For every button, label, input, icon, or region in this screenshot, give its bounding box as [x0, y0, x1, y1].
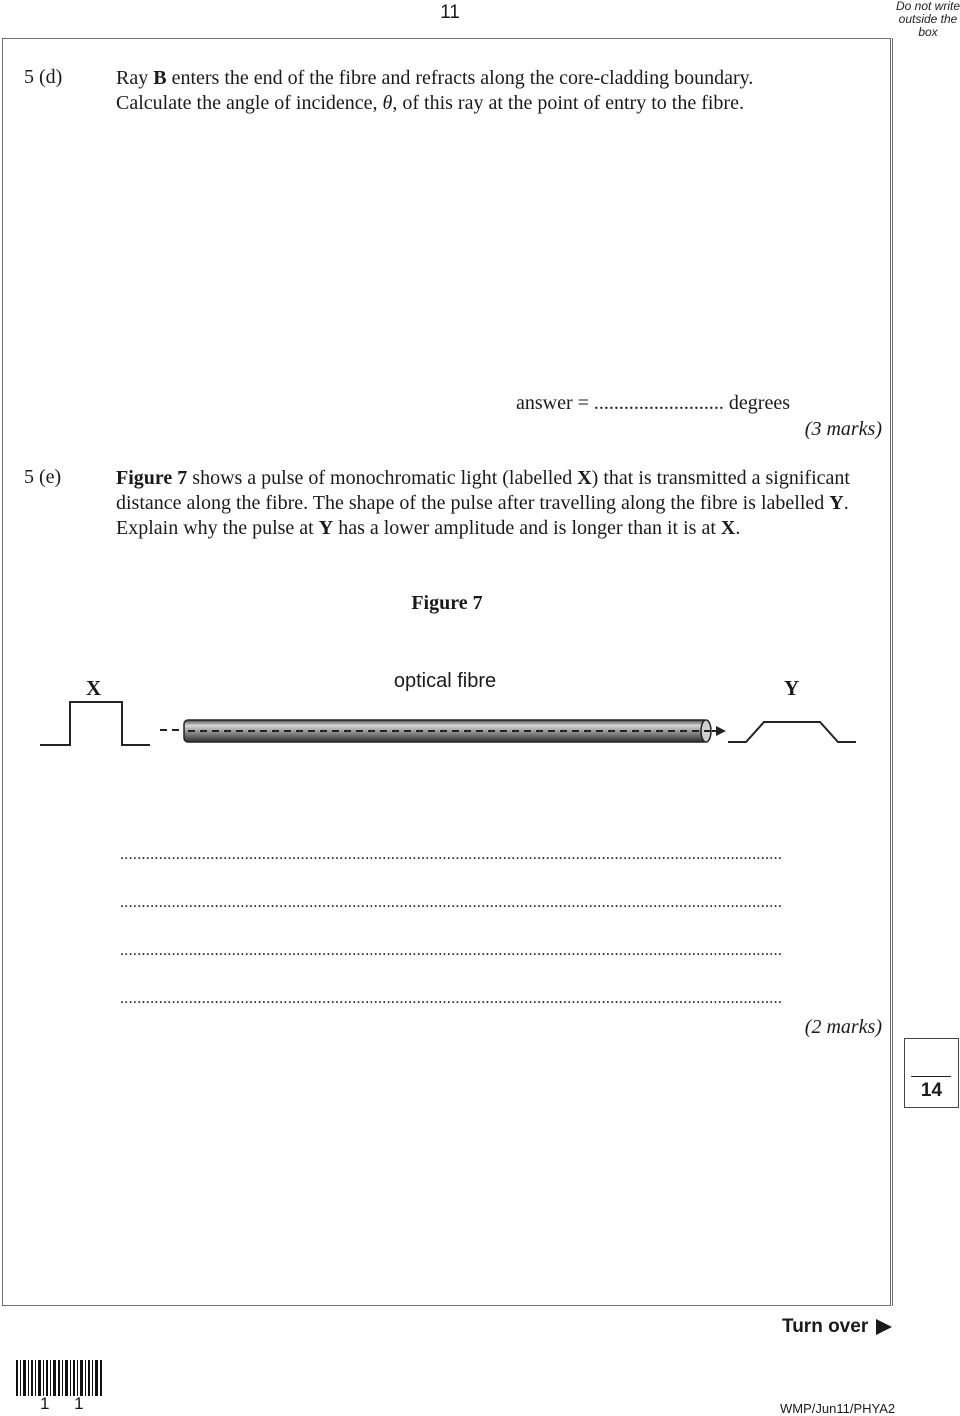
text-run: . Explain why the pulse at — [116, 492, 849, 539]
question-5d-text — [116, 66, 886, 116]
pulse-y-waveform — [728, 722, 856, 742]
answer-field-5d[interactable] — [516, 392, 790, 415]
question-5d-number: 5 (d) — [24, 66, 63, 88]
answer-line-2[interactable]: .......................................................................................................................................................... — [120, 894, 783, 911]
text-run: . — [735, 517, 741, 539]
margin-note-line-3: box — [918, 25, 938, 39]
question-5d-line-2 — [116, 91, 886, 116]
answer-line-4[interactable]: .......................................................................................................................................................... — [120, 990, 783, 1007]
text-run: , of this ray at the point of entry to the fibre. — [392, 92, 744, 114]
question-5e-number: 5 (e) — [24, 466, 62, 488]
label-ref-x: X — [577, 467, 592, 489]
text-run: has a lower amplitude and is longer than it is at — [333, 517, 721, 539]
marks-5e: (2 marks) — [804, 1016, 882, 1038]
page-total-value: 14 — [920, 1080, 943, 1101]
text-run: ) that is transmitted a significant distance along the fibre. The shape of the pulse after travelling along the fibre is labelled — [116, 467, 850, 514]
text-run: shows a pulse of monochromatic light (labelled — [187, 467, 578, 489]
label-ref-x: X — [720, 517, 736, 539]
figure-title: Figure 7 — [411, 592, 483, 614]
page-number: 11 — [440, 2, 460, 23]
marks-5d: (3 marks) — [804, 418, 882, 440]
margin-note-line-2: outside the — [898, 12, 958, 26]
text-run: Calculate the angle of incidence, — [116, 92, 383, 114]
turn-over-arrow-icon — [874, 1318, 894, 1336]
question-5d-line-1 — [116, 66, 886, 91]
label-ref-y: Y — [829, 492, 844, 514]
answer-line-1[interactable]: .......................................................................................................................................................... — [120, 846, 783, 863]
page-total-rule — [911, 1076, 951, 1077]
label-ref-y: Y — [318, 517, 334, 539]
margin-note-line-1: Do not write — [895, 0, 960, 13]
answer-line-3[interactable]: .......................................................................................................................................................... — [120, 942, 783, 959]
answer-unit: degrees — [723, 392, 790, 414]
figure-ref: Figure 7 — [116, 467, 188, 489]
barcode-digits: 1 1 — [40, 1394, 94, 1413]
text-run: enters the end of the fibre and refracts along the core-cladding boundary. — [166, 67, 754, 89]
margin-divider — [892, 38, 893, 1306]
answer-dots[interactable]: .......................... — [593, 392, 724, 414]
theta-symbol: θ — [382, 92, 393, 114]
paper-reference: WMP/Jun11/PHYA2 — [780, 1401, 896, 1416]
ray-label: B — [153, 67, 167, 89]
figure-label-x: X — [86, 676, 102, 700]
pulse-x-waveform — [40, 702, 150, 745]
text-run: Ray — [116, 67, 154, 89]
arrowhead-icon — [716, 726, 726, 736]
margin-note — [888, 0, 960, 39]
answer-label: answer = — [516, 392, 594, 414]
barcode-icon — [16, 1360, 102, 1396]
figure-label-optical-fibre: optical fibre — [393, 670, 497, 692]
turn-over-label: Turn over — [782, 1316, 869, 1337]
figure-label-y: Y — [784, 676, 800, 700]
figure-7-diagram — [0, 690, 900, 760]
question-5e-text — [116, 466, 886, 541]
